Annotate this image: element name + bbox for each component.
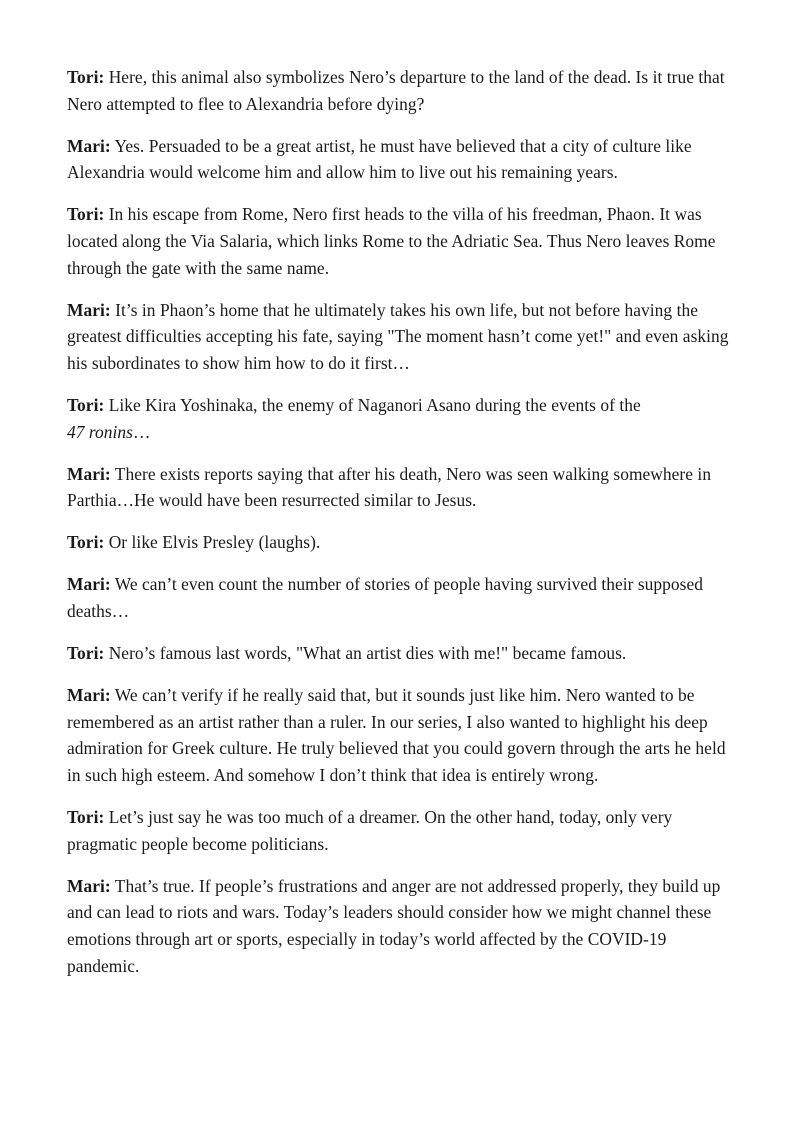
dialogue-text: Here, this animal also symbolizes Nero’s departure to the land of the dead. Is it true that Nero attempted to flee to Alexandria before dying? — [67, 67, 725, 114]
dialogue-text: Yes. Persuaded to be a great artist, he must have believed that a city of culture like Alexandria would welcome him and allow him to live out his remaining years. — [67, 135, 692, 183]
speaker-name: Mari: — [67, 875, 111, 896]
dialogue-paragraph — [67, 682, 739, 788]
dialogue-text: Like Kira Yoshinaka, the enemy of Naganori Asano during the events of the — [108, 394, 641, 415]
speaker-name: Tori: — [67, 67, 105, 87]
dialogue-paragraph — [67, 873, 739, 979]
dialogue-text: In his escape from Rome, Nero first heads to the villa of his freedman, Phaon. It was located along the Via Salaria, which links Rome to the Adriatic Sea. Thus Nero leaves Rome through the gate with the same name. — [67, 204, 716, 278]
speaker-name: Tori: — [67, 643, 105, 664]
dialogue-text: Nero’s famous last words, "What an artist dies with me!" became famous. — [108, 643, 627, 664]
italic-title: 47 ronins — [67, 421, 133, 442]
dialogue-paragraph — [67, 804, 739, 857]
dialogue-paragraph — [67, 297, 739, 377]
speaker-name: Tori: — [67, 532, 105, 553]
speaker-name: Mari: — [67, 685, 111, 706]
dialogue-paragraph — [67, 133, 739, 186]
dialogue-paragraph — [67, 64, 739, 117]
dialogue-paragraph — [67, 461, 739, 514]
speaker-name: Tori: — [67, 394, 105, 415]
dialogue-text: That’s true. If people’s frustrations and anger are not addressed properly, they build up and can lead to riots and wars. Today’s leaders should consider how we might channel these emotions through art or sports, especially in today’s world affected by the COVID-19 pandemic. — [67, 875, 721, 976]
speaker-name: Mari: — [67, 463, 111, 484]
speaker-name: Tori: — [67, 807, 105, 828]
dialogue-text: It’s in Phaon’s home that he ultimately takes his own life, but not before having the greatest difficulties accepting his fate, saying "The moment hasn’t come yet!" and even asking his subordinates to show him how to do it first… — [67, 299, 729, 373]
dialogue-paragraph — [67, 392, 739, 445]
dialogue-text: We can’t verify if he really said that, but it sounds just like him. Nero wanted to be remembered as an artist rather than a ruler. In our series, I also wanted to highlight his deep admiration for Greek culture. He truly believed that you could govern through the arts he held in such high esteem. And somehow I don’t think that idea is entirely wrong. — [67, 685, 726, 785]
dialogue-paragraph — [67, 571, 739, 624]
interview-document — [67, 64, 739, 995]
dialogue-text: We can’t even count the number of stories of people having survived their supposed deaths… — [67, 574, 703, 621]
dialogue-paragraph — [67, 640, 739, 667]
dialogue-text-tail: … — [133, 421, 151, 442]
dialogue-text: Or like Elvis Presley (laughs). — [108, 532, 321, 553]
dialogue-paragraph — [67, 201, 739, 281]
speaker-name: Mari: — [67, 299, 111, 320]
speaker-name: Tori: — [67, 204, 105, 225]
dialogue-paragraph — [67, 529, 739, 556]
speaker-name: Mari: — [67, 135, 111, 156]
dialogue-text: There exists reports saying that after his death, Nero was seen walking somewhere in Parthia…He would have been resurrected similar to Jesus. — [67, 463, 712, 511]
speaker-name: Mari: — [67, 574, 111, 595]
dialogue-text: Let’s just say he was too much of a dreamer. On the other hand, today, only very pragmatic people become politicians. — [67, 807, 673, 854]
